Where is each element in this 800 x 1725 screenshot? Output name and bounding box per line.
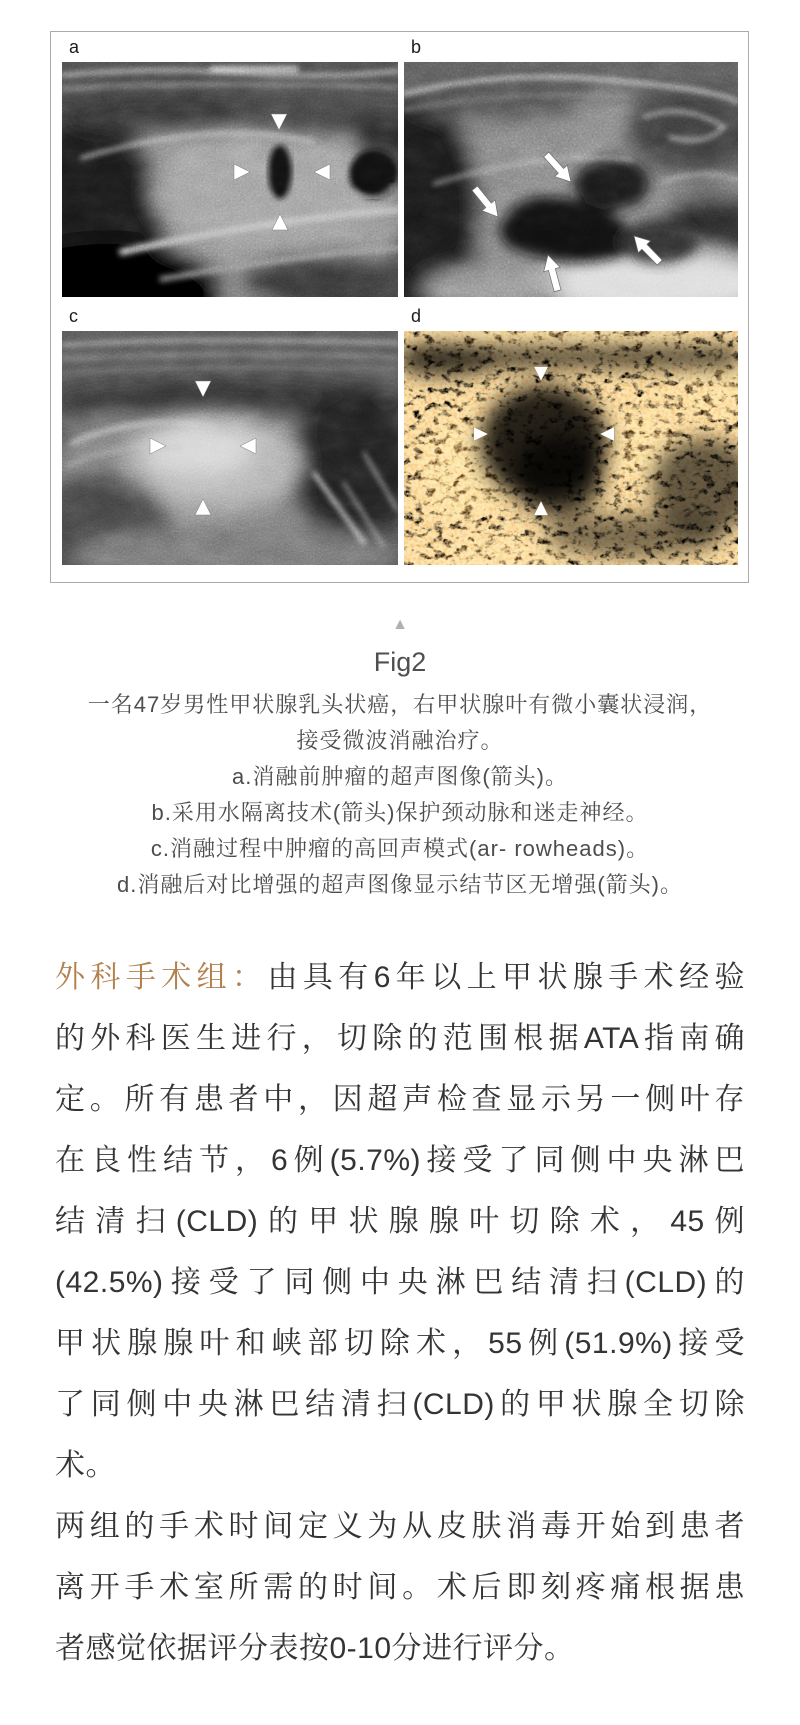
triangle-marker-icon: ▲ bbox=[392, 616, 408, 633]
caption-line: b.采用水隔离技术(箭头)保护颈动脉和迷走神经。 bbox=[151, 800, 649, 825]
contrast-ultrasound-image-d[interactable] bbox=[404, 331, 738, 565]
body-text: 由具有6年以上甲状腺手术经验 bbox=[267, 961, 745, 994]
body-line: 定。所有患者中，因超声检查显示另一侧叶存 bbox=[55, 1083, 745, 1116]
section-lead-label: 外科手术组： bbox=[55, 961, 268, 994]
ultrasound-image-c[interactable] bbox=[62, 331, 398, 565]
paragraph-operation-time bbox=[55, 1496, 745, 1679]
figure-caption bbox=[0, 687, 800, 903]
body-line: 者感觉依据评分表按0-10分进行评分。 bbox=[55, 1632, 575, 1665]
body-line: 了同侧中央淋巴结清扫(CLD)的甲状腺全切除 bbox=[55, 1388, 745, 1421]
caption-line: 接受微波消融治疗。 bbox=[296, 728, 504, 753]
caption-line: 一名47岁男性甲状腺乳头状癌，右甲状腺叶有微小囊状浸润， bbox=[87, 692, 713, 717]
panel-label-c: c bbox=[69, 306, 78, 326]
article-page bbox=[0, 31, 800, 1725]
body-line: 结清扫(CLD)的甲状腺腺叶切除术，45例 bbox=[55, 1205, 745, 1238]
caption-line: d.消融后对比增强的超声图像显示结节区无增强(箭头)。 bbox=[116, 872, 683, 897]
panel-label-b: b bbox=[411, 37, 422, 57]
body-line: 离开手术室所需的时间。术后即刻疼痛根据患 bbox=[55, 1571, 745, 1604]
body-line: 的外科医生进行，切除的范围根据ATA指南确 bbox=[55, 1022, 745, 1055]
article-body bbox=[55, 947, 745, 1679]
body-line: (42.5%)接受了同侧中央淋巴结清扫(CLD)的 bbox=[55, 1266, 745, 1299]
panel-label-a: a bbox=[69, 37, 80, 57]
body-line bbox=[55, 947, 745, 1008]
panel-label-d: d bbox=[411, 306, 422, 326]
ultrasound-image-a[interactable] bbox=[62, 62, 398, 297]
ultrasound-image-b[interactable] bbox=[404, 62, 738, 297]
paragraph-surgery-group bbox=[55, 947, 745, 1496]
caption-line: a.消融前肿瘤的超声图像(箭头)。 bbox=[231, 764, 568, 789]
figure-box bbox=[50, 31, 749, 583]
caption-line: c.消融过程中肿瘤的高回声模式(ar- rowheads)。 bbox=[150, 836, 650, 861]
body-line: 甲状腺腺叶和峡部切除术，55例(51.9%)接受 bbox=[55, 1327, 745, 1360]
body-line: 在良性结节，6例(5.7%)接受了同侧中央淋巴 bbox=[55, 1144, 745, 1177]
body-line: 两组的手术时间定义为从皮肤消毒开始到患者 bbox=[55, 1510, 745, 1543]
figure-title: Fig2 bbox=[373, 647, 427, 677]
body-line: 术。 bbox=[55, 1449, 116, 1482]
